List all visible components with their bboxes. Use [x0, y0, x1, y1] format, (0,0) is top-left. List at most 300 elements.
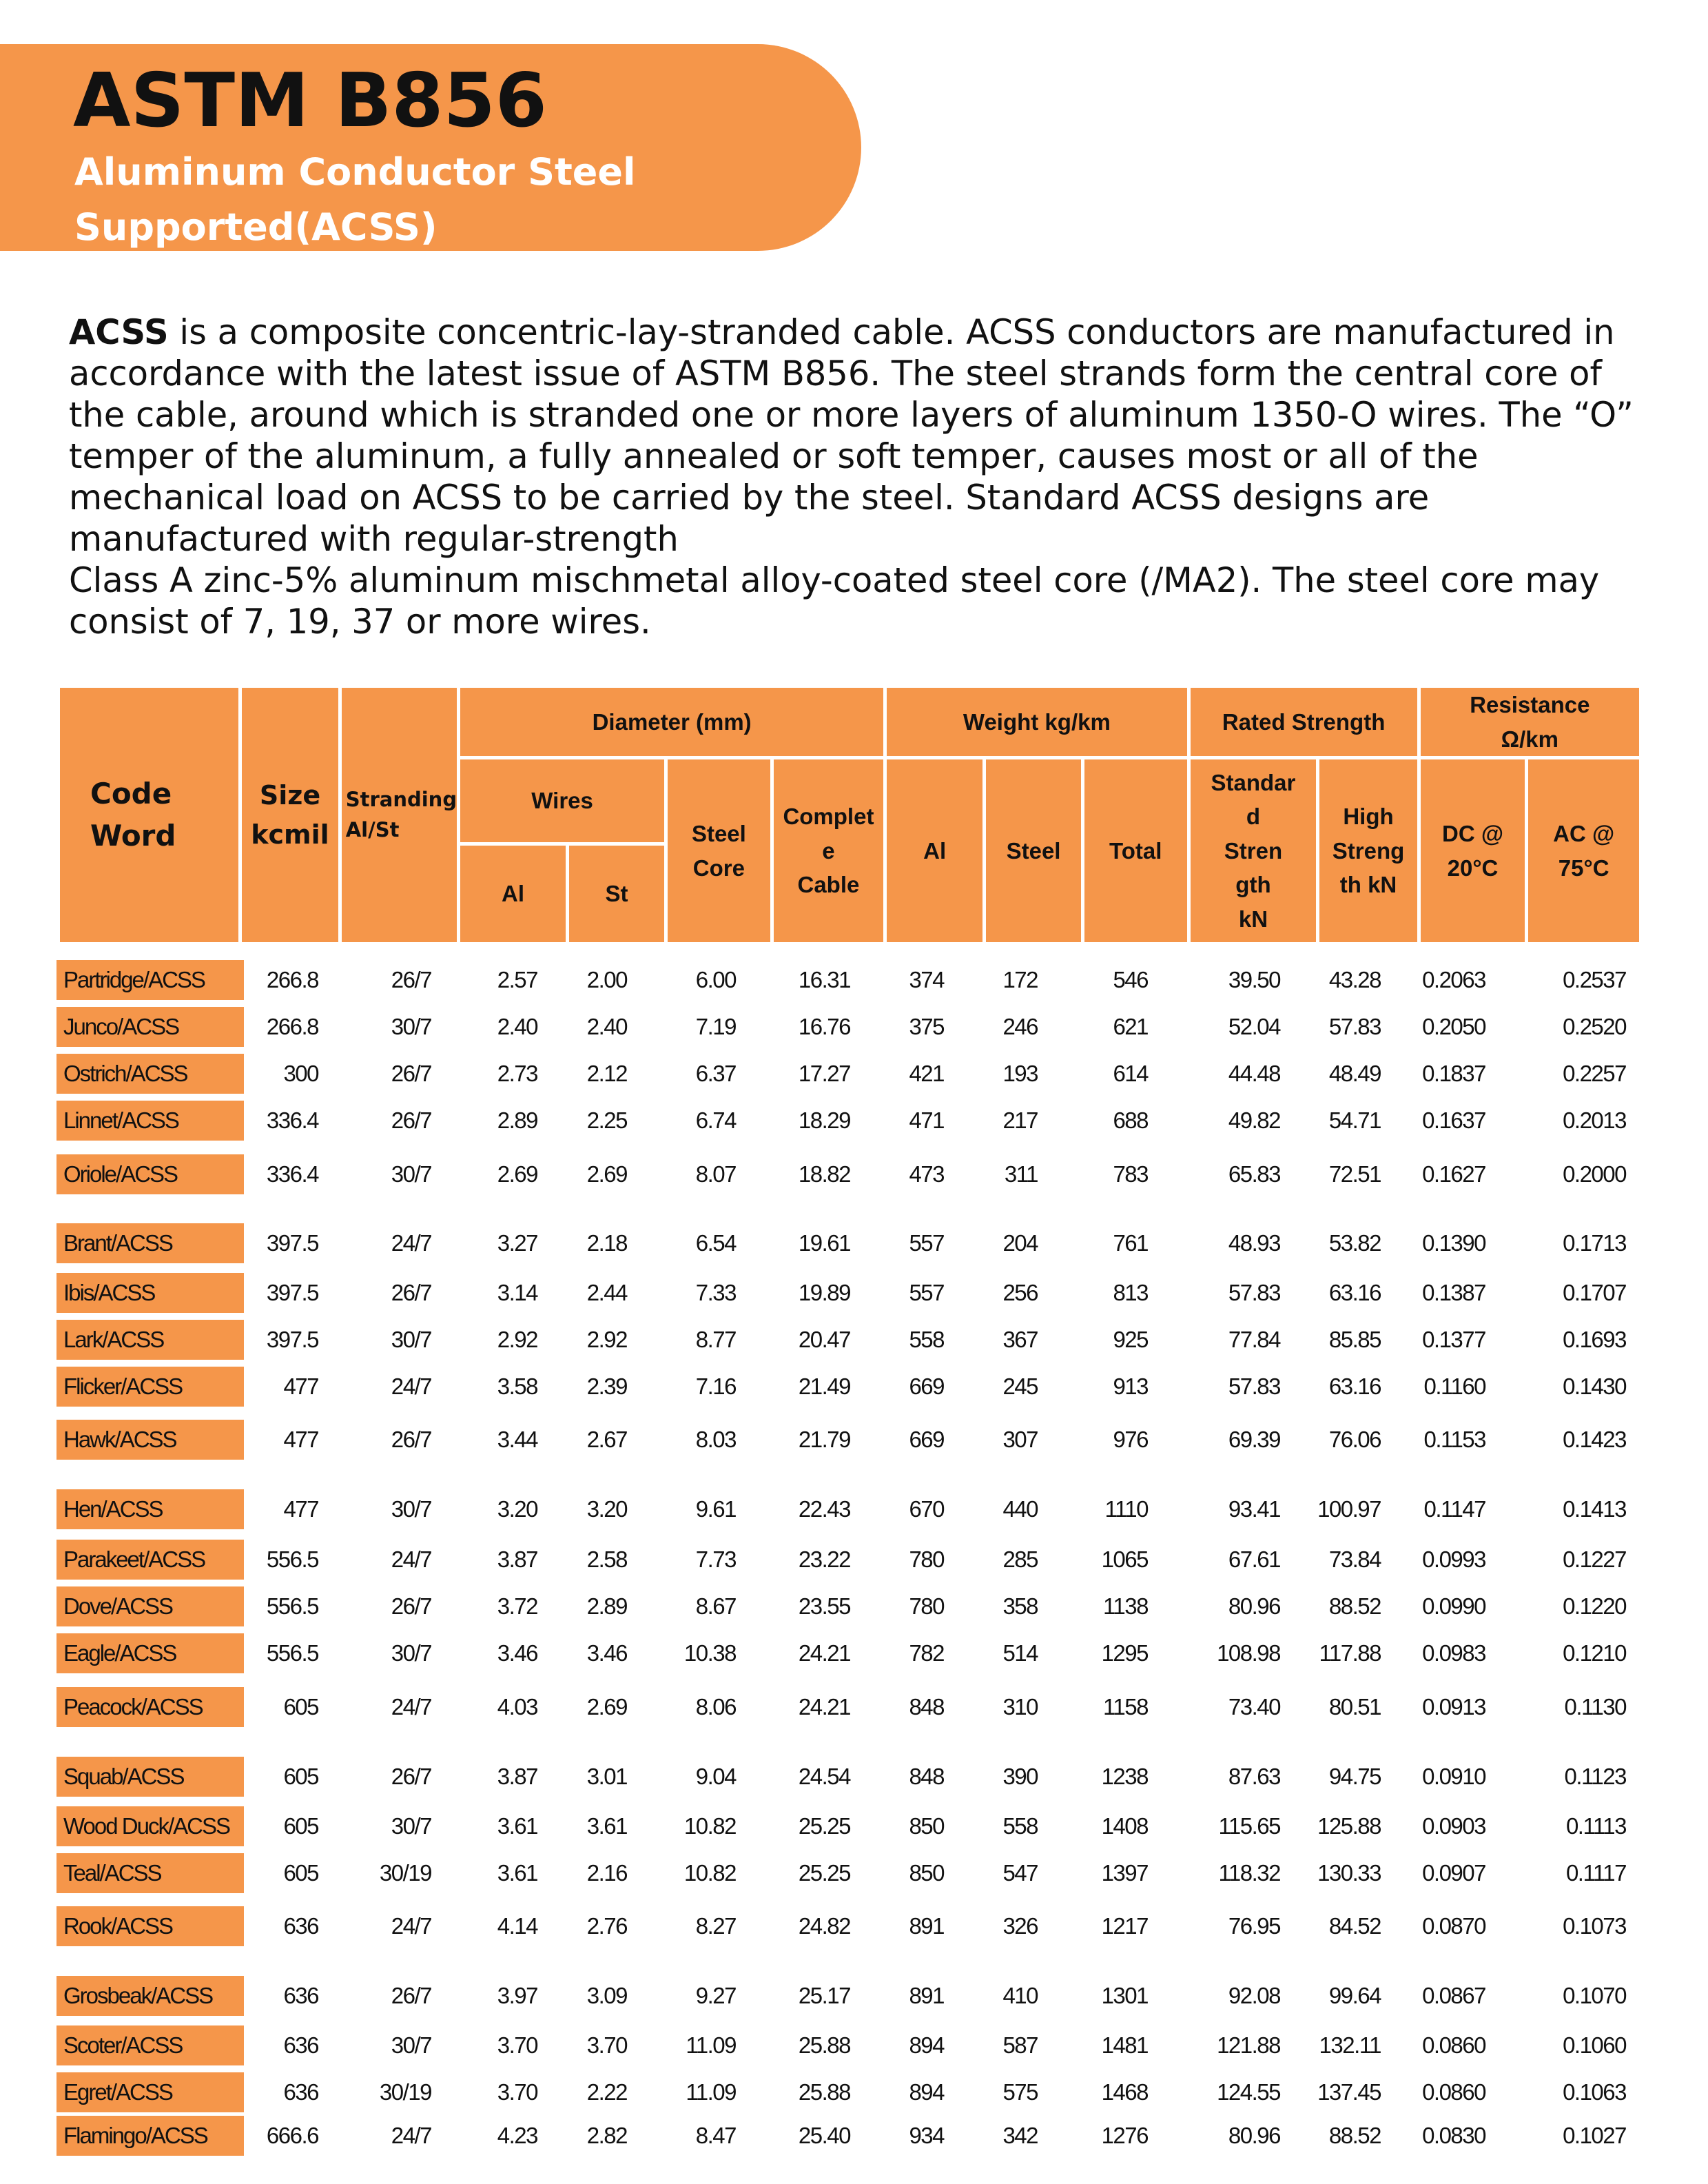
- size-cell: 636: [283, 2079, 318, 2105]
- size-cell: 336.4: [266, 1108, 318, 1133]
- weight-al-cell: 891: [909, 1983, 944, 2008]
- weight-steel-cell: 558: [1002, 1813, 1038, 1839]
- code-word-cell: Grosbeak/ACSS: [56, 1976, 244, 2016]
- size-cell: 397.5: [266, 1230, 318, 1256]
- code-word-cell: Oriole/ACSS: [56, 1154, 244, 1194]
- weight-al-cell: 375: [909, 1014, 944, 1039]
- weight-steel-cell: 307: [1002, 1427, 1038, 1452]
- ac-resistance-cell: 0.2000: [1563, 1161, 1626, 1187]
- standard-strength-cell: 52.04: [1228, 1014, 1280, 1039]
- ac-resistance-cell: 0.1027: [1563, 2123, 1626, 2148]
- high-strength-cell: 137.45: [1317, 2079, 1381, 2105]
- intro-para-1: is a composite concentric-lay-stranded cable. ACSS conductors are manufactured in accordance with the latest issue of ASTM B856. The steel strands form the central core of the cable, around which is stranded one or more layers of aluminum 1350-O wires. The “O” temper of the aluminum, a fully annealed or soft temper, causes most or all of the mechanical load on ACSS to be carried by the steel. Standard ACSS designs are manufactured with regular-strength: [69, 312, 1634, 559]
- ac-resistance-cell: 0.1117: [1565, 1860, 1626, 1886]
- code-word-cell: Partridge/ACSS: [56, 960, 244, 1000]
- complete-cable-cell: 24.21: [798, 1694, 850, 1719]
- weight-steel-cell: 172: [1002, 967, 1038, 992]
- weight-al-cell: 669: [909, 1374, 944, 1399]
- steel-core-header: Steel Core: [666, 758, 772, 944]
- code-word-cell: Ibis/ACSS: [56, 1273, 244, 1313]
- standard-strength-cell: 87.63: [1228, 1764, 1280, 1789]
- code-word-cell: Brant/ACSS: [56, 1223, 244, 1263]
- stranding-cell: 26/7: [391, 1108, 431, 1133]
- size-cell: 266.8: [266, 1014, 318, 1039]
- ac-resistance-cell: 0.1070: [1563, 1983, 1626, 2008]
- dc-resistance-cell: 0.1837: [1422, 1061, 1485, 1086]
- weight-al-cell: 891: [909, 1913, 944, 1939]
- standard-strength-cell: 65.83: [1228, 1161, 1280, 1187]
- weight-steel-cell: 204: [1002, 1230, 1038, 1256]
- wire-st-header: St: [567, 844, 666, 944]
- wire-st-cell: 2.89: [586, 1593, 627, 1619]
- resistance-header: Resistance Ω/km: [1419, 686, 1640, 758]
- weight-total-cell: 1217: [1101, 1913, 1148, 1939]
- wire-st-cell: 2.40: [586, 1014, 627, 1039]
- weight-al-cell: 558: [909, 1327, 944, 1352]
- size-cell: 556.5: [266, 1593, 318, 1619]
- wire-al-cell: 2.89: [497, 1108, 537, 1133]
- size-cell: 636: [283, 1913, 318, 1939]
- weight-total-cell: 621: [1113, 1014, 1148, 1039]
- stranding-cell: 24/7: [391, 1694, 431, 1719]
- ac-resistance-cell: 0.1220: [1563, 1593, 1626, 1619]
- steel-core-cell: 7.19: [695, 1014, 736, 1039]
- ac-resistance-cell: 0.1073: [1563, 1913, 1626, 1939]
- steel-core-cell: 9.61: [695, 1496, 736, 1522]
- dc-resistance-cell: 0.0983: [1422, 1640, 1485, 1666]
- weight-al-cell: 670: [909, 1496, 944, 1522]
- size-cell: 477: [283, 1374, 318, 1399]
- ac-resistance-cell: 0.1413: [1563, 1496, 1626, 1522]
- weight-steel-cell: 311: [1004, 1161, 1038, 1187]
- dc-resistance-cell: 0.0870: [1422, 1913, 1485, 1939]
- steel-core-cell: 8.03: [695, 1427, 736, 1452]
- weight-steel-cell: 440: [1002, 1496, 1038, 1522]
- weight-al-cell: 421: [909, 1061, 944, 1086]
- weight-total-cell: 1238: [1101, 1764, 1148, 1789]
- code-word-cell: Flamingo/ACSS: [56, 2116, 244, 2156]
- weight-al-cell: 894: [909, 2032, 944, 2058]
- high-strength-cell: 76.06: [1328, 1427, 1381, 1452]
- dc-resistance-cell: 0.1387: [1422, 1280, 1485, 1305]
- high-strength-cell: 43.28: [1328, 967, 1381, 992]
- standard-strength-cell: 80.96: [1228, 1593, 1280, 1619]
- standard-strength-cell: 118.32: [1218, 1860, 1280, 1886]
- weight-steel-cell: 367: [1002, 1327, 1038, 1352]
- complete-cable-cell: 20.47: [798, 1327, 850, 1352]
- code-word-cell: Scoter/ACSS: [56, 2025, 244, 2065]
- ac-resistance-cell: 0.1113: [1565, 1813, 1626, 1839]
- steel-core-cell: 8.67: [695, 1593, 736, 1619]
- weight-total-cell: 1481: [1101, 2032, 1148, 2058]
- steel-core-cell: 8.47: [695, 2123, 736, 2148]
- weight-al-header: Al: [885, 758, 985, 944]
- high-strength-cell: 84.52: [1328, 1913, 1381, 1939]
- complete-cable-cell: 21.79: [798, 1427, 850, 1452]
- code-word-cell: Flicker/ACSS: [56, 1367, 244, 1407]
- size-cell: 605: [283, 1764, 318, 1789]
- weight-total-cell: 1301: [1101, 1983, 1148, 2008]
- ac-resistance-cell: 0.1430: [1563, 1374, 1626, 1399]
- wire-st-cell: 3.09: [586, 1983, 627, 2008]
- weight-al-cell: 894: [909, 2079, 944, 2105]
- wire-al-cell: 3.58: [497, 1374, 537, 1399]
- wire-al-cell: 3.46: [497, 1640, 537, 1666]
- wire-al-cell: 2.57: [497, 967, 537, 992]
- intro-paragraph-1: [69, 312, 1654, 560]
- high-strength-cell: 48.49: [1328, 1061, 1381, 1086]
- complete-cable-cell: 19.89: [798, 1280, 850, 1305]
- stranding-cell: 26/7: [391, 1593, 431, 1619]
- wire-al-cell: 3.87: [497, 1764, 537, 1789]
- steel-core-cell: 10.82: [683, 1860, 736, 1886]
- weight-total-cell: 1468: [1101, 2079, 1148, 2105]
- wire-st-cell: 3.61: [586, 1813, 627, 1839]
- weight-steel-header: Steel: [985, 758, 1083, 944]
- standard-strength-cell: 80.96: [1228, 2123, 1280, 2148]
- size-cell: 397.5: [266, 1280, 318, 1305]
- wire-al-cell: 3.44: [497, 1427, 537, 1452]
- complete-cable-cell: 18.82: [798, 1161, 850, 1187]
- size-header: Size kcmil: [240, 686, 340, 944]
- ac-resistance-cell: 0.1123: [1564, 1764, 1626, 1789]
- dc-resistance-cell: 0.0867: [1422, 1983, 1485, 2008]
- standard-strength-cell: 93.41: [1228, 1496, 1280, 1522]
- steel-core-cell: 7.73: [695, 1547, 736, 1572]
- ac-resistance-cell: 0.1210: [1563, 1640, 1626, 1666]
- stranding-cell: 24/7: [391, 1230, 431, 1256]
- steel-core-cell: 9.04: [695, 1764, 736, 1789]
- high-strength-cell: 88.52: [1328, 1593, 1381, 1619]
- high-strength-cell: 53.82: [1328, 1230, 1381, 1256]
- standard-strength-cell: 73.40: [1228, 1694, 1280, 1719]
- wire-al-cell: 3.70: [497, 2079, 537, 2105]
- complete-cable-cell: 23.22: [798, 1547, 850, 1572]
- ac-resistance-cell: 0.2520: [1563, 1014, 1626, 1039]
- standard-strength-cell: 57.83: [1228, 1374, 1280, 1399]
- wire-st-cell: 2.12: [586, 1061, 627, 1086]
- standard-strength-cell: 121.88: [1217, 2032, 1280, 2058]
- diameter-header: Diameter (mm): [459, 686, 885, 758]
- dc-resistance-cell: 0.2050: [1422, 1014, 1485, 1039]
- size-cell: 636: [283, 1983, 318, 2008]
- wire-al-cell: 4.03: [497, 1694, 537, 1719]
- ac-resistance-cell: 0.1060: [1563, 2032, 1626, 2058]
- steel-core-cell: 6.37: [695, 1061, 736, 1086]
- complete-cable-cell: 17.27: [798, 1061, 850, 1086]
- weight-al-cell: 780: [909, 1547, 944, 1572]
- size-cell: 636: [283, 2032, 318, 2058]
- intro-text: [69, 312, 1654, 642]
- code-word-cell: Rook/ACSS: [56, 1906, 244, 1946]
- steel-core-cell: 7.16: [695, 1374, 736, 1399]
- code-word-cell: Ostrich/ACSS: [56, 1054, 244, 1094]
- dc-resistance-cell: 0.0860: [1422, 2032, 1485, 2058]
- dc-resistance-cell: 0.1637: [1422, 1108, 1485, 1133]
- complete-cable-cell: 25.40: [798, 2123, 850, 2148]
- weight-header: Weight kg/km: [885, 686, 1189, 758]
- dc-resistance-cell: 0.0860: [1422, 2079, 1485, 2105]
- wire-st-cell: 2.22: [586, 2079, 627, 2105]
- size-cell: 477: [283, 1427, 318, 1452]
- wire-st-cell: 2.92: [586, 1327, 627, 1352]
- complete-cable-cell: 24.82: [798, 1913, 850, 1939]
- high-strength-cell: 117.88: [1319, 1640, 1381, 1666]
- steel-core-cell: 6.74: [695, 1108, 736, 1133]
- stranding-cell: 24/7: [391, 1374, 431, 1399]
- high-strength-cell: 132.11: [1319, 2032, 1381, 2058]
- standard-strength-cell: 124.55: [1217, 2079, 1280, 2105]
- wire-st-cell: 2.67: [586, 1427, 627, 1452]
- high-strength-cell: 72.51: [1328, 1161, 1381, 1187]
- high-strength-cell: 100.97: [1317, 1496, 1381, 1522]
- intro-lead: ACSS: [69, 312, 169, 352]
- dc-resistance-cell: 0.0990: [1422, 1593, 1485, 1619]
- stranding-cell: 26/7: [391, 1764, 431, 1789]
- size-cell: 397.5: [266, 1327, 318, 1352]
- wire-al-cell: 3.61: [497, 1860, 537, 1886]
- size-cell: 266.8: [266, 967, 318, 992]
- high-strength-cell: 85.85: [1328, 1327, 1381, 1352]
- standard-strength-cell: 39.50: [1228, 967, 1280, 992]
- complete-cable-cell: 25.25: [798, 1860, 850, 1886]
- stranding-cell: 26/7: [391, 1061, 431, 1086]
- wire-al-cell: 3.14: [497, 1280, 537, 1305]
- wire-st-cell: 2.69: [586, 1161, 627, 1187]
- high-strength-cell: 54.71: [1328, 1108, 1381, 1133]
- wire-st-cell: 2.82: [586, 2123, 627, 2148]
- dc-resistance-cell: 0.1627: [1422, 1161, 1485, 1187]
- wire-al-cell: 3.61: [497, 1813, 537, 1839]
- wire-al-cell: 3.20: [497, 1496, 537, 1522]
- high-strength-cell: 63.16: [1328, 1280, 1381, 1305]
- weight-al-cell: 848: [909, 1764, 944, 1789]
- code-word-cell: Wood Duck/ACSS: [56, 1806, 244, 1846]
- ac-resistance-cell: 0.2537: [1563, 967, 1626, 992]
- stranding-cell: 26/7: [391, 1280, 431, 1305]
- weight-total-header: Total: [1082, 758, 1189, 944]
- stranding-cell: 30/7: [391, 1813, 431, 1839]
- stranding-cell: 26/7: [391, 967, 431, 992]
- stranding-cell: 30/7: [391, 1496, 431, 1522]
- stranding-cell: 30/19: [379, 1860, 431, 1886]
- wire-st-cell: 3.70: [586, 2032, 627, 2058]
- ac-resistance-cell: 0.1227: [1563, 1547, 1626, 1572]
- weight-steel-cell: 310: [1002, 1694, 1038, 1719]
- high-strength-cell: 63.16: [1328, 1374, 1381, 1399]
- weight-total-cell: 1276: [1101, 2123, 1148, 2148]
- weight-total-cell: 1110: [1104, 1496, 1148, 1522]
- size-cell: 300: [283, 1061, 318, 1086]
- weight-steel-cell: 217: [1002, 1108, 1038, 1133]
- stranding-cell: 30/7: [391, 1161, 431, 1187]
- weight-steel-cell: 256: [1002, 1280, 1038, 1305]
- dc-resistance-cell: 0.0907: [1422, 1860, 1485, 1886]
- high-strength-cell: 125.88: [1317, 1813, 1381, 1839]
- weight-al-cell: 557: [909, 1280, 944, 1305]
- weight-steel-cell: 390: [1002, 1764, 1038, 1789]
- code-word-cell: Hen/ACSS: [56, 1489, 244, 1529]
- intro-paragraph-2: Class A zinc-5% aluminum mischmetal alloy-coated steel core (/MA2). The steel core may consist of 7, 19, 37 or more wires.: [69, 560, 1600, 642]
- wire-al-cell: 3.72: [497, 1593, 537, 1619]
- high-strength-cell: 73.84: [1328, 1547, 1381, 1572]
- ac-resistance-cell: 0.2257: [1563, 1061, 1626, 1086]
- dc-resistance-cell: 0.0910: [1422, 1764, 1485, 1789]
- weight-total-cell: 761: [1113, 1230, 1148, 1256]
- dc-resistance-cell: 0.1147: [1423, 1496, 1485, 1522]
- size-cell: 336.4: [266, 1161, 318, 1187]
- wire-al-cell: 3.87: [497, 1547, 537, 1572]
- code-word-cell: Hawk/ACSS: [56, 1420, 244, 1460]
- page-title: ASTM B856: [73, 58, 547, 144]
- code-word-cell: Parakeet/ACSS: [56, 1540, 244, 1580]
- complete-cable-header: Complet e Cable: [772, 758, 885, 944]
- high-strength-cell: 130.33: [1317, 1860, 1381, 1886]
- weight-total-cell: 925: [1113, 1327, 1148, 1352]
- steel-core-cell: 6.54: [695, 1230, 736, 1256]
- steel-core-cell: 7.33: [695, 1280, 736, 1305]
- code-word-cell: Peacock/ACSS: [56, 1687, 244, 1727]
- spec-table-header: [56, 684, 1643, 946]
- weight-total-cell: 976: [1113, 1427, 1148, 1452]
- dc-resistance-cell: 0.2063: [1422, 967, 1485, 992]
- steel-core-cell: 8.06: [695, 1694, 736, 1719]
- weight-steel-cell: 326: [1002, 1913, 1038, 1939]
- weight-al-cell: 850: [909, 1813, 944, 1839]
- complete-cable-cell: 21.49: [798, 1374, 850, 1399]
- wire-al-cell: 2.69: [497, 1161, 537, 1187]
- high-strength-cell: 88.52: [1328, 2123, 1381, 2148]
- size-cell: 556.5: [266, 1547, 318, 1572]
- weight-steel-cell: 245: [1002, 1374, 1038, 1399]
- code-word-cell: Lark/ACSS: [56, 1320, 244, 1360]
- code-word-cell: Squab/ACSS: [56, 1757, 244, 1797]
- ac-resistance-cell: 0.1130: [1564, 1694, 1626, 1719]
- stranding-header: Stranding Al/St: [340, 686, 458, 944]
- steel-core-cell: 9.27: [695, 1983, 736, 2008]
- steel-core-cell: 10.38: [683, 1640, 736, 1666]
- high-strength-cell: 99.64: [1328, 1983, 1381, 2008]
- wire-st-cell: 2.25: [586, 1108, 627, 1133]
- weight-total-cell: 1065: [1101, 1547, 1148, 1572]
- size-cell: 605: [283, 1860, 318, 1886]
- standard-strength-cell: 57.83: [1228, 1280, 1280, 1305]
- steel-core-cell: 8.27: [695, 1913, 736, 1939]
- weight-al-cell: 557: [909, 1230, 944, 1256]
- steel-core-cell: 11.09: [686, 2079, 736, 2105]
- standard-strength-cell: 115.65: [1218, 1813, 1280, 1839]
- weight-steel-cell: 193: [1002, 1061, 1038, 1086]
- high-strength-cell: 57.83: [1328, 1014, 1381, 1039]
- wire-al-cell: 3.97: [497, 1983, 537, 2008]
- weight-total-cell: 688: [1113, 1108, 1148, 1133]
- size-cell: 666.6: [266, 2123, 318, 2148]
- wire-al-cell: 3.70: [497, 2032, 537, 2058]
- weight-al-cell: 374: [909, 967, 944, 992]
- code-word-cell: Egret/ACSS: [56, 2072, 244, 2112]
- standard-strength-cell: 92.08: [1228, 1983, 1280, 2008]
- standard-strength-cell: 67.61: [1228, 1547, 1280, 1572]
- stranding-cell: 26/7: [391, 1427, 431, 1452]
- complete-cable-cell: 25.88: [798, 2079, 850, 2105]
- weight-total-cell: 913: [1113, 1374, 1148, 1399]
- wire-st-cell: 3.01: [586, 1764, 627, 1789]
- wire-al-cell: 4.23: [497, 2123, 537, 2148]
- weight-steel-cell: 246: [1002, 1014, 1038, 1039]
- wire-st-cell: 2.58: [586, 1547, 627, 1572]
- weight-steel-cell: 547: [1002, 1860, 1038, 1886]
- size-cell: 477: [283, 1496, 318, 1522]
- dc-resistance-cell: 0.1377: [1422, 1327, 1485, 1352]
- dc-resistance-cell: 0.1390: [1422, 1230, 1485, 1256]
- standard-strength-cell: 77.84: [1228, 1327, 1280, 1352]
- dc-resistance-cell: 0.0913: [1422, 1694, 1485, 1719]
- weight-total-cell: 1138: [1103, 1593, 1148, 1619]
- steel-core-cell: 10.82: [683, 1813, 736, 1839]
- code-word-header: Code Word: [59, 686, 240, 944]
- high-strength-cell: 94.75: [1328, 1764, 1381, 1789]
- weight-steel-cell: 285: [1002, 1547, 1038, 1572]
- wire-st-cell: 2.69: [586, 1694, 627, 1719]
- complete-cable-cell: 24.54: [798, 1764, 850, 1789]
- complete-cable-cell: 16.31: [798, 967, 850, 992]
- wire-al-cell: 2.40: [497, 1014, 537, 1039]
- ac-resistance-cell: 0.1063: [1563, 2079, 1626, 2105]
- standard-strength-cell: 49.82: [1228, 1108, 1280, 1133]
- weight-al-cell: 848: [909, 1694, 944, 1719]
- steel-core-cell: 11.09: [686, 2032, 736, 2058]
- standard-strength-cell: 108.98: [1217, 1640, 1280, 1666]
- wire-al-cell: 3.27: [497, 1230, 537, 1256]
- wire-st-cell: 2.18: [586, 1230, 627, 1256]
- wire-al-cell: 4.14: [497, 1913, 537, 1939]
- steel-core-cell: 8.07: [695, 1161, 736, 1187]
- stranding-cell: 30/7: [391, 1327, 431, 1352]
- stranding-cell: 24/7: [391, 2123, 431, 2148]
- code-word-cell: Teal/ACSS: [56, 1853, 244, 1893]
- wire-st-cell: 2.76: [586, 1913, 627, 1939]
- ac-resistance-cell: 0.1423: [1563, 1427, 1626, 1452]
- standard-strength-cell: 69.39: [1228, 1427, 1280, 1452]
- steel-core-cell: 8.77: [695, 1327, 736, 1352]
- weight-al-cell: 780: [909, 1593, 944, 1619]
- weight-steel-cell: 587: [1002, 2032, 1038, 2058]
- wire-al-cell: 2.92: [497, 1327, 537, 1352]
- weight-steel-cell: 358: [1002, 1593, 1038, 1619]
- subtitle-line-2: Supported(ACSS): [74, 205, 438, 249]
- weight-al-cell: 934: [909, 2123, 944, 2148]
- complete-cable-cell: 19.61: [798, 1230, 850, 1256]
- size-cell: 605: [283, 1813, 318, 1839]
- complete-cable-cell: 18.29: [798, 1108, 850, 1133]
- wire-al-cell: 2.73: [497, 1061, 537, 1086]
- wires-header: Wires: [459, 758, 666, 844]
- complete-cable-cell: 23.55: [798, 1593, 850, 1619]
- complete-cable-cell: 16.76: [798, 1014, 850, 1039]
- code-word-cell: Junco/ACSS: [56, 1007, 244, 1047]
- steel-core-cell: 6.00: [695, 967, 736, 992]
- weight-total-cell: 813: [1113, 1280, 1148, 1305]
- high-strength-cell: 80.51: [1328, 1694, 1381, 1719]
- weight-total-cell: 783: [1113, 1161, 1148, 1187]
- code-word-cell: Linnet/ACSS: [56, 1101, 244, 1141]
- standard-strength-cell: 44.48: [1228, 1061, 1280, 1086]
- weight-al-cell: 782: [909, 1640, 944, 1666]
- stranding-cell: 30/19: [379, 2079, 431, 2105]
- complete-cable-cell: 22.43: [798, 1496, 850, 1522]
- dc-resistance-cell: 0.0830: [1422, 2123, 1485, 2148]
- weight-al-cell: 850: [909, 1860, 944, 1886]
